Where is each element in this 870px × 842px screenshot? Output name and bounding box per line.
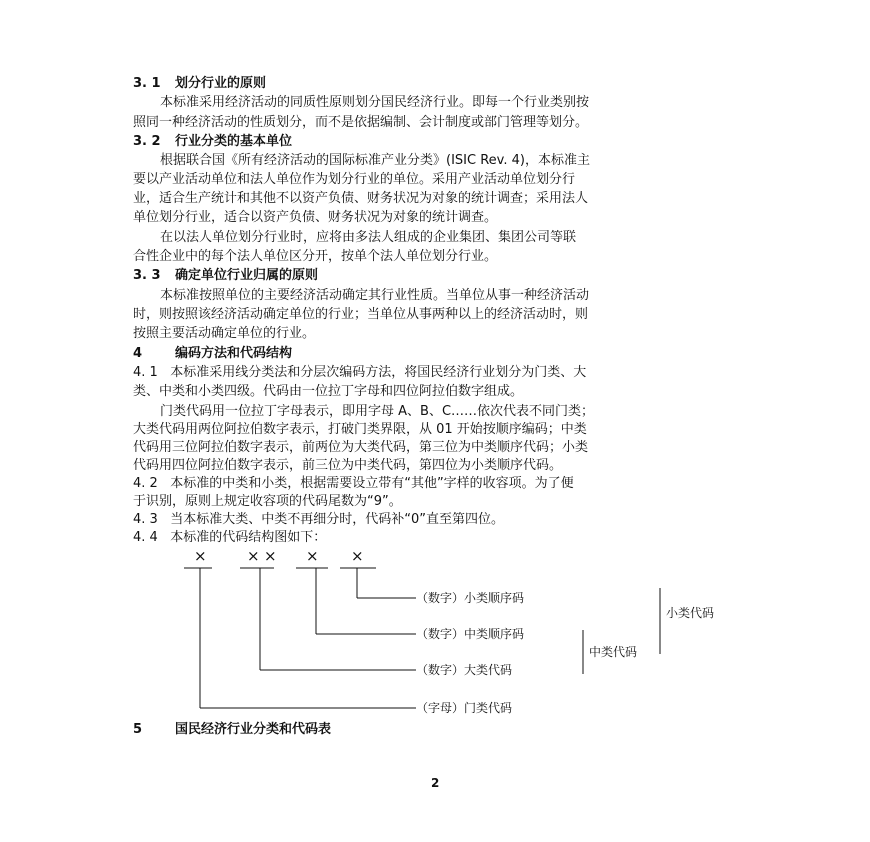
code-digit-mark: × xyxy=(247,547,260,565)
code-digit-mark: × xyxy=(351,547,364,565)
paragraph-line: 大类代码用两位阿拉伯数字表示，打破门类界限，从 01 开始按顺序编码；中类 xyxy=(133,422,587,437)
paragraph-line: 门类代码用一位拉丁字母表示，即用字母 A、B、C……依次代表不同门类； xyxy=(160,404,595,419)
section-number: 4 xyxy=(133,346,143,361)
section-title: 确定单位行业归属的原则 xyxy=(175,268,319,283)
label-section-code: （字母）门类代码 xyxy=(416,701,513,715)
section-number: 3. 2 xyxy=(133,134,161,149)
page-number: 2 xyxy=(431,776,440,790)
code-digit-mark: × xyxy=(264,547,277,565)
section-number: 3. 3 xyxy=(133,268,161,283)
paragraph-line: 类、中类和小类四级。代码由一位拉丁字母和四位阿拉伯数字组成。 xyxy=(133,384,524,399)
paragraph-line: 本标准按照单位的主要经济活动确定其行业性质。当单位从事一种经济活动 xyxy=(160,288,590,303)
paragraph-line: 本标准采用经济活动的同质性原则划分国民经济行业。即每一个行业类别按 xyxy=(160,95,590,110)
section-number: 3. 1 xyxy=(133,76,161,91)
label-major-code: （数字）大类代码 xyxy=(416,663,513,677)
code-digit-mark: × xyxy=(306,547,319,565)
paragraph-line: 业，适合生产统计和其他不以资产负债、财务状况为对象的统计调查；采用法人 xyxy=(133,191,589,206)
section-title: 行业分类的基本单位 xyxy=(175,134,293,149)
label-middle-sequence: （数字）中类顺序码 xyxy=(416,627,525,641)
paragraph-line: 4. 1 本标准采用线分类法和分层次编码方法，将国民经济行业划分为门类、大 xyxy=(133,365,587,380)
paragraph-line: 代码用四位阿拉伯数字表示，前三位为中类代码，第四位为小类顺序代码。 xyxy=(133,458,563,473)
code-digit-mark: × xyxy=(194,547,207,565)
paragraph-line: 于识别，原则上规定收容项的代码尾数为“9”。 xyxy=(133,494,402,509)
paragraph-line: 根据联合国《所有经济活动的国际标准产业分类》(ISIC Rev. 4)，本标准主 xyxy=(160,153,590,168)
paragraph-line: 代码用三位阿拉伯数字表示，前两位为大类代码，第三位为中类顺序代码；小类 xyxy=(133,440,589,455)
paragraph-line: 4. 3 当本标准大类、中类不再细分时，代码补“0”直至第四位。 xyxy=(133,512,504,527)
paragraph-line: 合性企业中的每个法人单位区分开，按单个法人单位划分行业。 xyxy=(133,249,498,264)
paragraph-line: 按照主要活动确定单位的行业。 xyxy=(133,326,316,341)
label-middle-class-code: 中类代码 xyxy=(589,645,638,659)
paragraph-line: 在以法人单位划分行业时，应将由多法人组成的企业集团、集团公司等联 xyxy=(160,230,577,245)
paragraph-line: 时，则按照该经济活动确定单位的行业；当单位从事两种以上的经济活动时，则 xyxy=(133,307,589,322)
section-title: 划分行业的原则 xyxy=(175,76,267,91)
section-heading-5 xyxy=(133,722,331,738)
paragraph-line: 4. 2 本标准的中类和小类，根据需要设立带有“其他”字样的收容项。为了便 xyxy=(133,476,574,491)
paragraph-line: 单位划分行业，适合以资产负债、财务状况为对象的统计调查。 xyxy=(133,210,498,225)
section-title: 国民经济行业分类和代码表 xyxy=(175,722,332,737)
section-title: 编码方法和代码结构 xyxy=(175,346,293,361)
paragraph-line: 要以产业活动单位和法人单位作为划分行业的单位。采用产业活动单位划分行 xyxy=(133,172,576,187)
paragraph-line: 4. 4 本标准的代码结构图如下： xyxy=(133,530,327,545)
section-number: 5 xyxy=(133,722,143,737)
label-small-sequence: （数字）小类顺序码 xyxy=(416,591,525,605)
paragraph-line: 照同一种经济活动的性质划分，而不是依据编制、会计制度或部门管理等划分。 xyxy=(133,115,589,130)
label-small-class-code: 小类代码 xyxy=(666,606,715,620)
